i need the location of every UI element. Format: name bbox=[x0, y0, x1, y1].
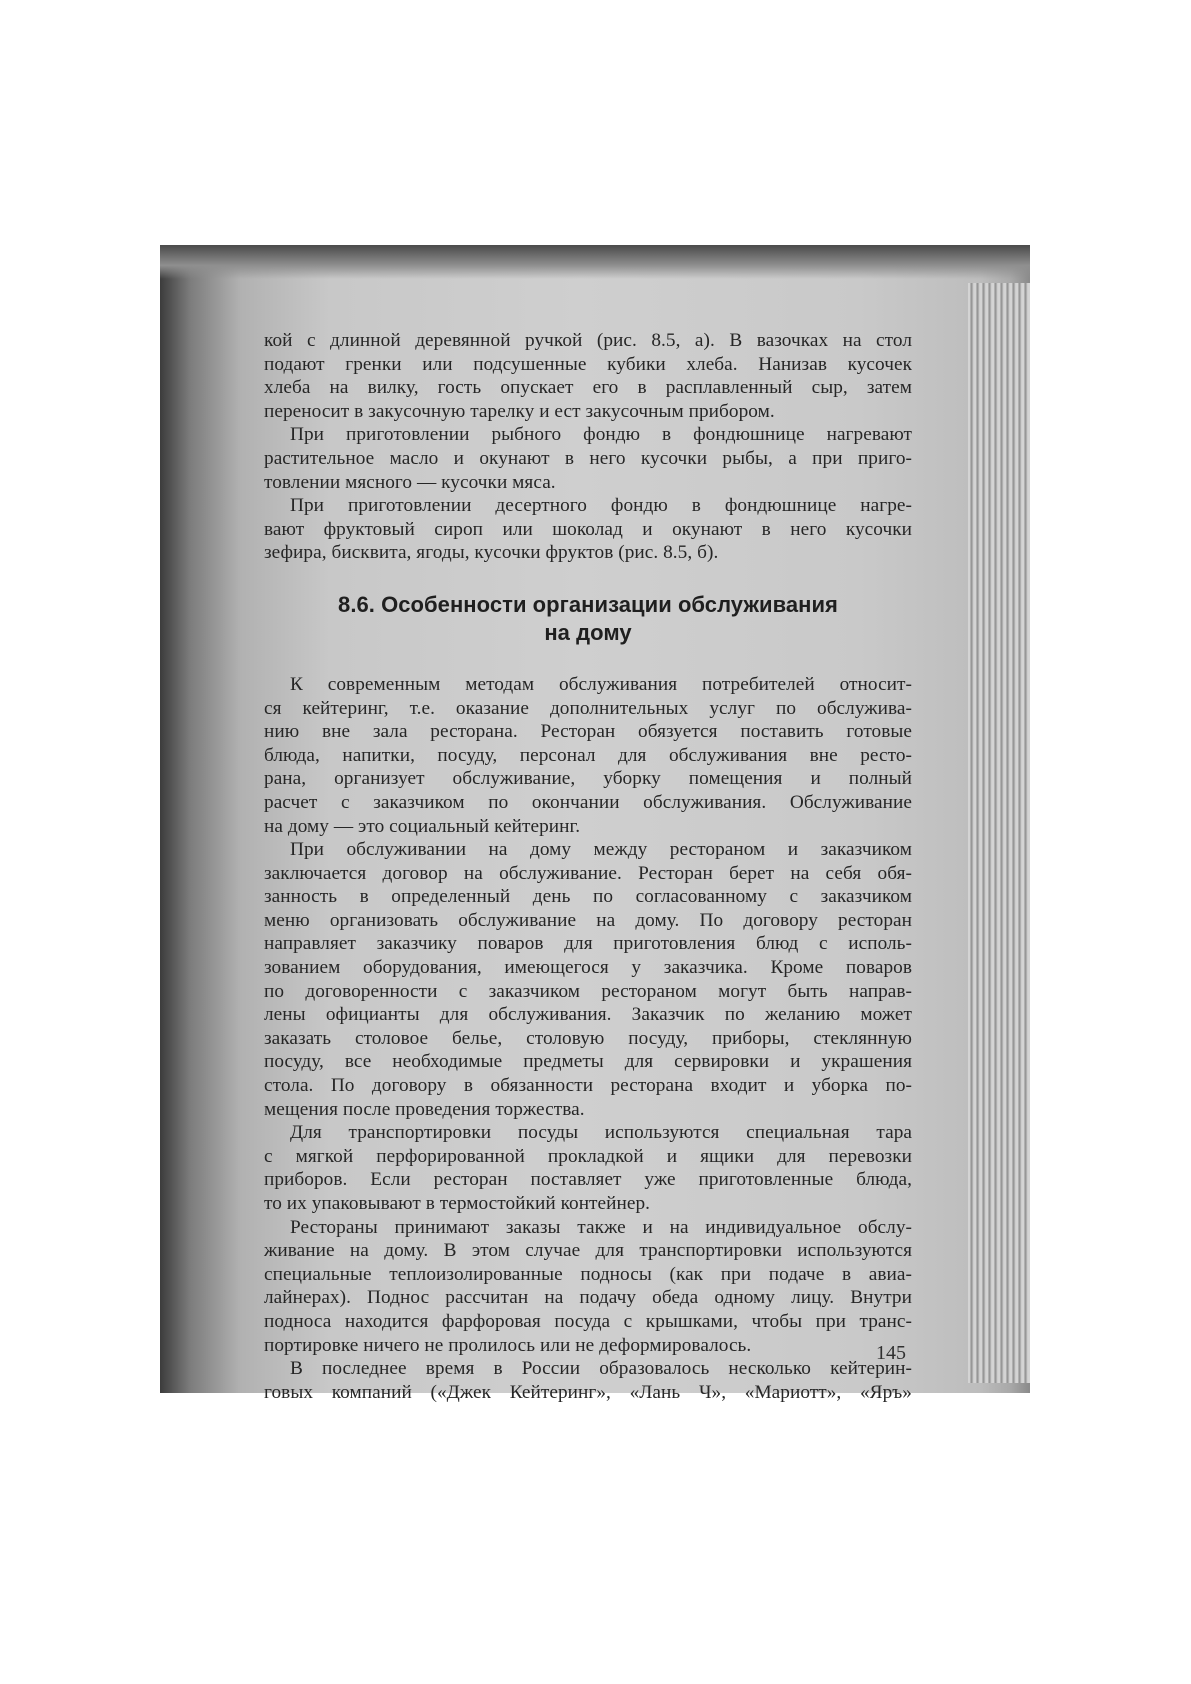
text-line: нию вне зала ресторана. Ресторан обязуется поставить готовые bbox=[264, 721, 912, 743]
text-line: кой с длинной деревянной ручкой (рис. 8.5, а). В вазочках на стол bbox=[264, 330, 912, 351]
text-line: вают фруктовый сироп или шоколад и окунают в него кусочки bbox=[264, 518, 912, 540]
text-line: заключается договор на обслуживание. Ресторан берет на себя обя- bbox=[264, 862, 912, 884]
text-line: меню организовать обслуживание на дому. По договору ресторан bbox=[264, 909, 912, 931]
section-heading-line-1: 8.6. Особенности организации обслуживания bbox=[338, 591, 838, 617]
paragraph-8 bbox=[264, 1357, 912, 1404]
text-line: расчет с заказчиком по окончании обслуживания. Обслуживание bbox=[264, 791, 912, 813]
text-line: блюда, напитки, посуду, персонал для обслуживания вне ресто- bbox=[264, 744, 912, 766]
text-line: подают гренки или подсушенные кубики хлеба. Нанизав кусочек bbox=[264, 353, 912, 375]
text-line: живание на дому. В этом случае для транспортировки используются bbox=[264, 1240, 912, 1262]
section-heading bbox=[264, 591, 912, 647]
paragraph-7 bbox=[264, 1216, 912, 1358]
paragraph-1 bbox=[264, 329, 912, 423]
paragraph-4 bbox=[264, 673, 912, 838]
text-line: приборов. Если ресторан поставляет уже приготовленные блюда, bbox=[264, 1169, 912, 1191]
page-number: 145 bbox=[876, 1342, 906, 1364]
paragraph-2 bbox=[264, 423, 912, 494]
text-line: При обслуживании на дому между рестораном и заказчиком bbox=[290, 839, 912, 861]
scan-shadow-top bbox=[160, 245, 1030, 279]
text-line: лены официанты для обслуживания. Заказчик по желанию может bbox=[264, 1004, 912, 1026]
text-line: При приготовлении десертного фондю в фондюшнице нагре- bbox=[290, 495, 912, 517]
text-line: товлении мясного — кусочки мяса. bbox=[264, 471, 556, 493]
text-line: направляет заказчику поваров для приготовления блюд с исполь- bbox=[264, 933, 912, 955]
text-line: К современным методам обслуживания потребителей относит- bbox=[290, 673, 912, 695]
paragraph-3 bbox=[264, 494, 912, 565]
text-line: посуду, все необходимые предметы для сервировки и украшения bbox=[264, 1051, 912, 1073]
text-line: В последнее время в России образовалось несколько кейтерин- bbox=[290, 1358, 912, 1380]
scanned-book-page bbox=[160, 245, 1030, 1403]
book-page-edges bbox=[968, 283, 1030, 1383]
text-line: зефира, бисквита, ягоды, кусочки фруктов (рис. 8.5, б). bbox=[264, 542, 719, 564]
text-line: мещения после проведения торжества. bbox=[264, 1098, 585, 1120]
text-line: ся кейтеринг, т.е. оказание дополнительных услуг по обслужива- bbox=[264, 697, 912, 719]
page-text bbox=[264, 329, 912, 1404]
section-heading-line-2: на дому bbox=[544, 619, 632, 645]
text-line: хлеба на вилку, гость опускает его в расплавленный сыр, затем bbox=[264, 377, 912, 399]
text-line: Рестораны принимают заказы также и на индивидуальное обслу- bbox=[290, 1216, 912, 1238]
text-line: на дому — это социальный кейтеринг. bbox=[264, 815, 581, 837]
text-line: стола. По договору в обязанности ресторана входит и уборка по- bbox=[264, 1075, 912, 1097]
text-line: рана, организует обслуживание, уборку помещения и полный bbox=[264, 768, 912, 790]
text-line: то их упаковывают в термостойкий контейнер. bbox=[264, 1193, 651, 1214]
text-line: заказать столовое белье, столовую посуду, приборы, стеклянную bbox=[264, 1027, 912, 1049]
text-line: с мягкой перфорированной прокладкой и ящики для перевозки bbox=[264, 1145, 912, 1167]
text-line: специальные теплоизолированные подносы (как при подаче в авиа- bbox=[264, 1263, 912, 1285]
text-line: занность в определенный день по согласованному с заказчиком bbox=[264, 886, 912, 908]
text-line: зованием оборудования, имеющегося у заказчика. Кроме поваров bbox=[264, 957, 912, 979]
text-line: лайнерах). Поднос рассчитан на подачу обеда одному лицу. Внутри bbox=[264, 1287, 912, 1309]
paragraph-5 bbox=[264, 838, 912, 1121]
text-line: растительное масло и окунают в него кусочки рыбы, а при приго- bbox=[264, 447, 912, 469]
text-line: по договоренности с заказчиком рестораном могут быть направ- bbox=[264, 980, 912, 1002]
paragraph-6 bbox=[264, 1121, 912, 1215]
text-line: переносит в закусочную тарелку и ест закусочным прибором. bbox=[264, 400, 775, 422]
text-line: подноса находится фарфоровая посуда с крышками, чтобы при транс- bbox=[264, 1310, 912, 1332]
text-line: При приготовлении рыбного фондю в фондюшнице нагревают bbox=[290, 424, 912, 446]
text-line: Для транспортировки посуды используются специальная тара bbox=[290, 1122, 912, 1144]
text-line: говых компаний («Джек Кейтеринг», «Лань Ч», «Мариотт», «Яръ» bbox=[264, 1381, 912, 1403]
text-line: портировке ничего не пролилось или не деформировалось. bbox=[264, 1334, 752, 1356]
